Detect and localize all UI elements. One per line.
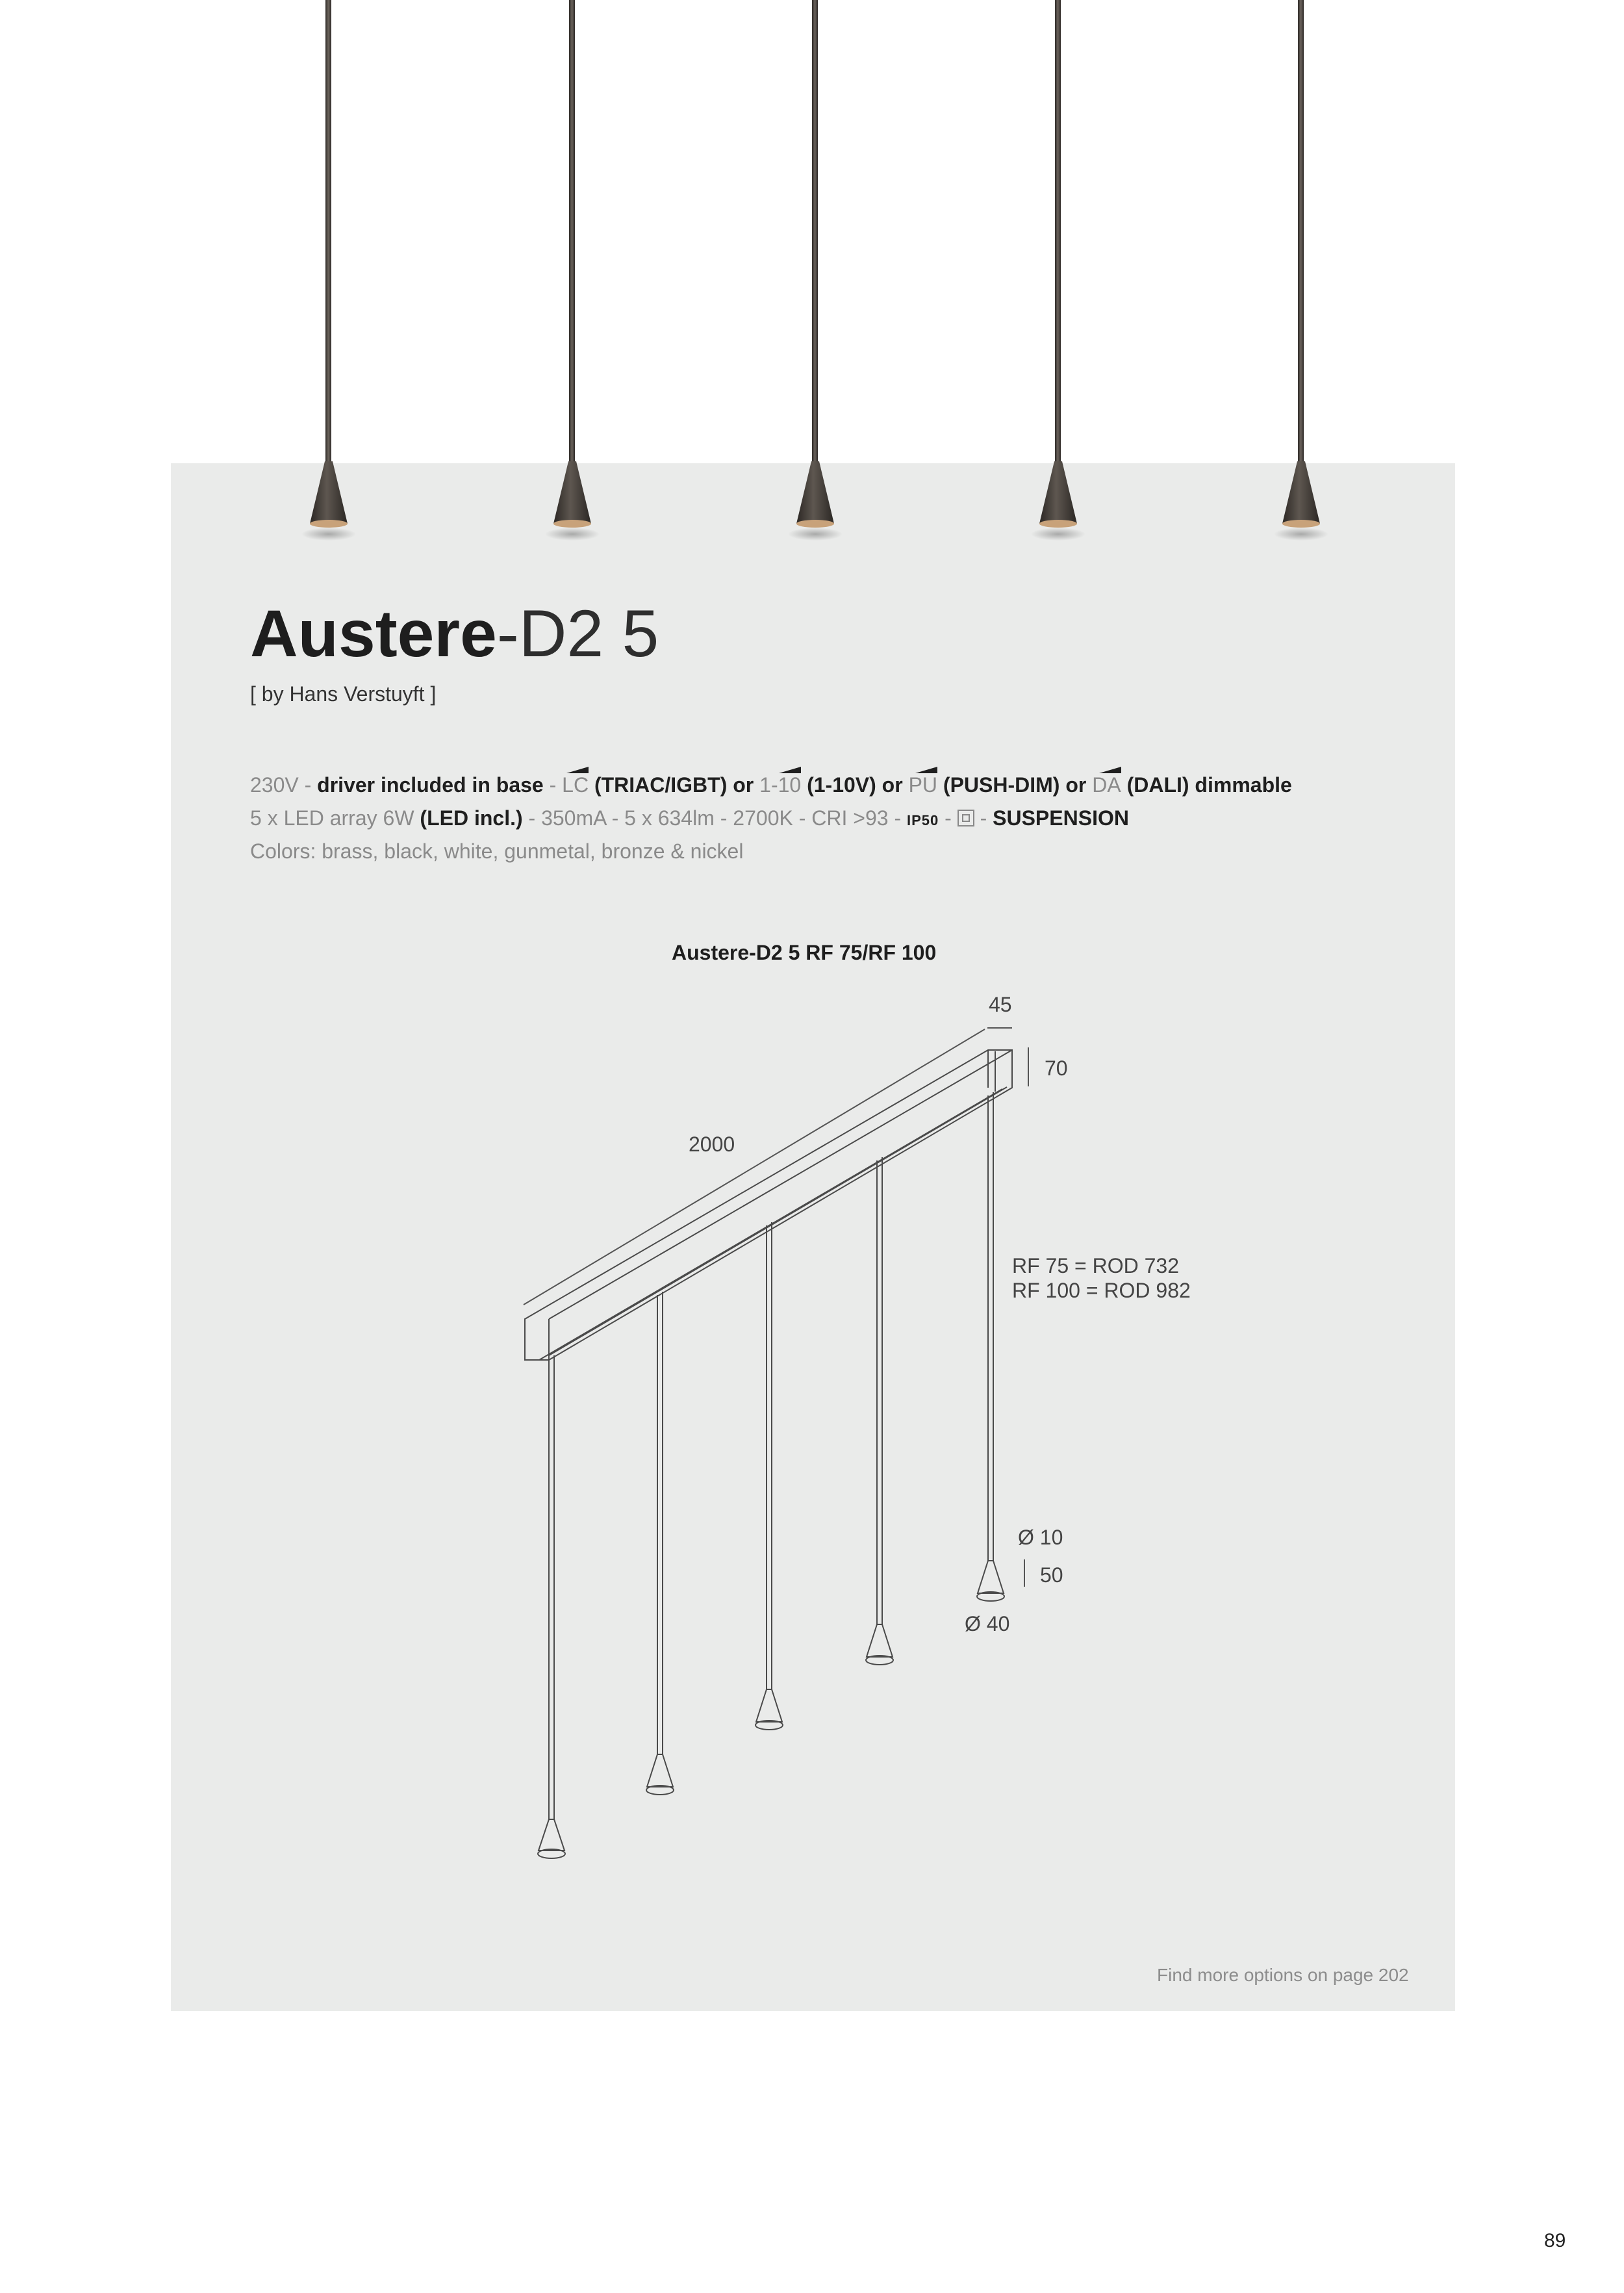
pu-dim-icon: PU	[909, 773, 937, 797]
pendant-5	[1274, 0, 1328, 541]
spec-led-details: - 350mA - 5 x 634lm - 2700K - CRI >93 -	[522, 806, 907, 830]
pendant-2	[545, 0, 600, 541]
more-options-note: Find more options on page 202	[1157, 1965, 1409, 1985]
pendant-3	[788, 0, 843, 541]
spec-mounting: SUSPENSION	[993, 806, 1129, 830]
rod-length-rf100-label: RF 100 = ROD 982	[1012, 1279, 1191, 1302]
spec-line-electrical	[250, 773, 1292, 797]
spec-voltage: 230V -	[250, 773, 318, 797]
da-dim-icon: DA	[1092, 773, 1121, 797]
spec-dali: (DALI) dimmable	[1121, 773, 1292, 797]
spec-colors: Colors: brass, black, white, gunmetal, bronze & nickel	[250, 839, 744, 863]
rod-diameter-label: Ø 10	[1018, 1526, 1063, 1549]
pendant-1	[301, 0, 356, 541]
spec-line-led	[250, 806, 1129, 830]
1-10v-dim-icon: 1-10	[759, 773, 801, 797]
shade-height-label: 50	[1040, 1563, 1063, 1587]
ip-rating-badge: IP50	[906, 812, 939, 828]
dimension-45-label: 45	[989, 993, 1012, 1016]
spec-led-array: 5 x LED array 6W	[250, 806, 420, 830]
rod-length-rf75-label: RF 75 = ROD 732	[1012, 1254, 1179, 1277]
spec-lc: (TRIAC/IGBT) or	[589, 773, 760, 797]
designer-credit: [ by Hans Verstuyft ]	[250, 682, 437, 706]
class-ii-icon	[958, 810, 974, 826]
spec-1-10v: (1-10V) or	[801, 773, 909, 797]
spec-separator: -	[974, 806, 993, 830]
lc-dim-icon: LC	[562, 773, 589, 797]
drawing-title: Austere-D2 5 RF 75/RF 100	[672, 941, 937, 964]
dimension-70-label: 70	[1045, 1057, 1068, 1080]
spec-driver: driver included in base	[317, 773, 544, 797]
product-title	[250, 596, 659, 671]
product-title-light: -D2 5	[496, 596, 659, 671]
spec-separator: -	[939, 806, 958, 830]
shade-diameter-label: Ø 40	[965, 1612, 1010, 1635]
pendant-4	[1031, 0, 1085, 541]
page-number: 89	[1544, 2230, 1566, 2251]
spec-pushdim: (PUSH-DIM) or	[937, 773, 1093, 797]
spec-led-incl: (LED incl.)	[420, 806, 523, 830]
dimension-2000-label: 2000	[689, 1133, 735, 1156]
spec-separator: -	[543, 773, 563, 797]
product-title-bold: Austere	[250, 596, 497, 671]
product-photo	[0, 0, 1624, 585]
